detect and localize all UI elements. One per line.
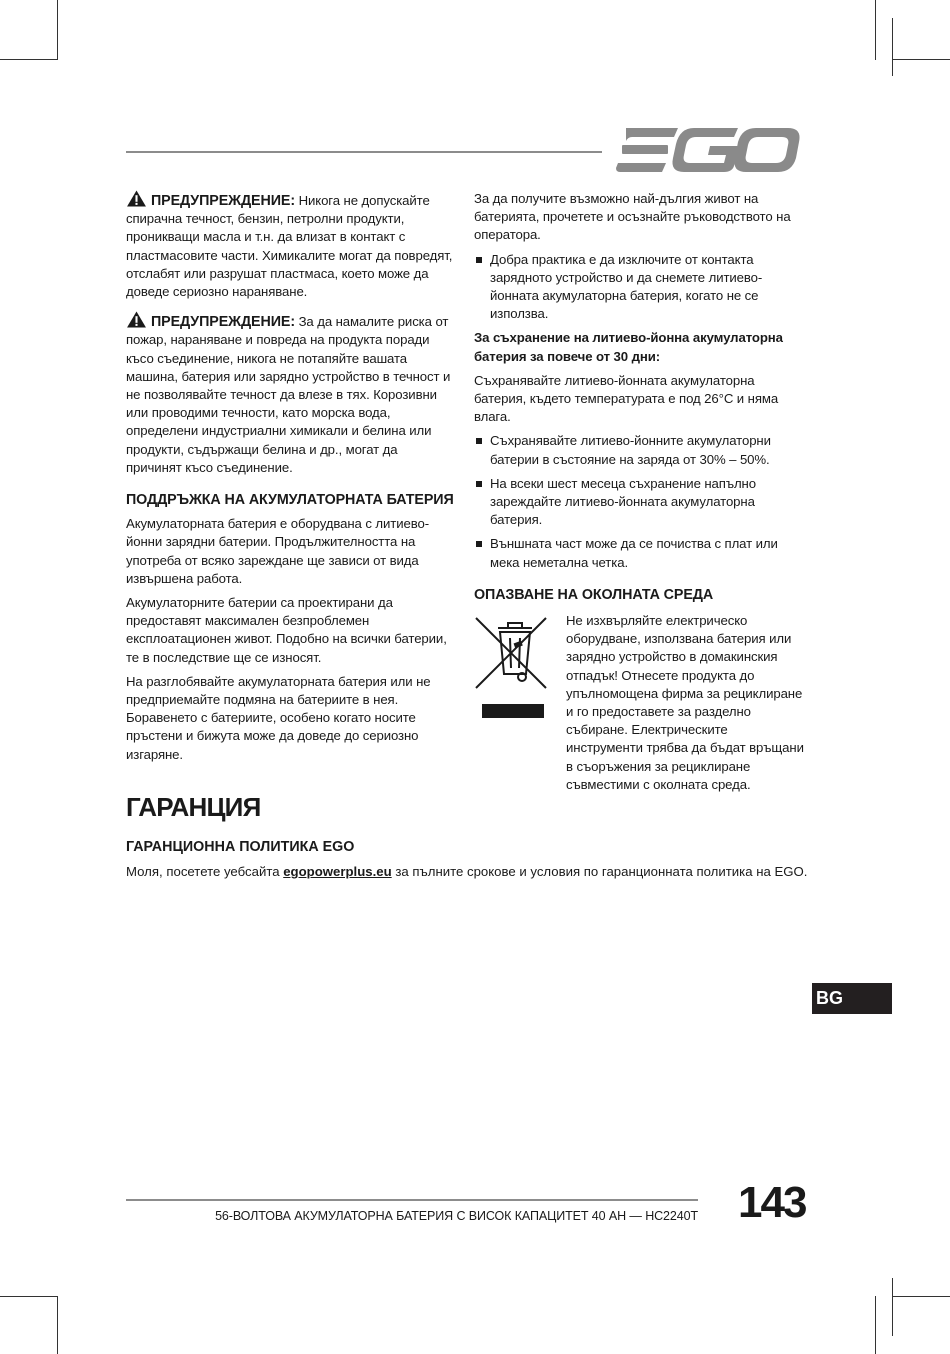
warranty-section: [126, 792, 826, 887]
warranty-subtitle: ГАРАНЦИОННА ПОЛИТИКА EGO: [126, 839, 355, 855]
environment-text: Не изхвърляйте електрическо оборудване, използвана батерия или зарядно устройство в домакинския отпадък! Отнесете продукта до упълномощена фирма за рециклиране и го предоставете за разделно събиране. Електрическите инструменти трябва да бъдат връщани в съоръжения за рециклиране съвместими с околната среда.: [566, 613, 804, 792]
storage-list: [474, 432, 804, 571]
ego-logo: [616, 128, 800, 172]
warning-label: ПРЕДУПРЕЖДЕНИЕ:: [151, 193, 295, 209]
storage-paragraph: Съхранявайте литиево-йонната акумулаторна батерия, където температурата е под 26°C и няма влага.: [474, 372, 779, 425]
warranty-text-before: Моля, посетете уебсайта: [126, 864, 284, 879]
crop-mark: [892, 1296, 950, 1297]
list-item: Външната част може да се почиства с плат или мека неметална четка.: [474, 535, 804, 571]
list-item: Добра практика е да изключите от контакта зарядното устройство и да снемете литиево-йонната акумулаторна батерия, когато не се използва.: [474, 251, 804, 324]
website-link[interactable]: egopowerplus.eu: [283, 864, 392, 879]
maintenance-paragraph: Акумулаторната батерия е оборудвана с литиево-йонни зарядни батерии. Продължителността на употреба от всяко зареждане ще зависи от вида извършена работа.: [126, 516, 429, 586]
warning-icon: [126, 190, 147, 207]
maintenance-paragraph: Акумулаторните батерии са проектирани да предоставят максимален безпроблемен експлоатационен живот. Подобно на всички батерии, те в последствие ще се износят.: [126, 595, 447, 665]
warranty-text: [126, 863, 826, 881]
header-rule: [126, 151, 602, 153]
battery-maintenance-heading: ПОДДРЪЖКА НА АКУМУЛАТОРНАТА БАТЕРИЯ: [126, 492, 454, 509]
warning-text: Никога не допускайте спирачна течност, бензин, петролни продукти, проникващи масла и т.н. да влизат в контакт с пластмасовите части. Химикалите могат да повредят, отслабят или разрушат пластмаса, което може да доведе сериозно нараняване.: [126, 193, 453, 300]
language-tab: BG: [812, 983, 892, 1014]
warning-icon: [126, 311, 147, 328]
warranty-text-after: за пълните срокове и условия по гаранционната политика на EGO.: [391, 864, 808, 879]
warning-label: ПРЕДУПРЕЖДЕНИЕ:: [151, 314, 295, 331]
crop-mark: [57, 0, 58, 60]
unplug-list: [474, 251, 804, 324]
crossed-bin-icon: [474, 614, 552, 726]
left-column: [126, 190, 456, 770]
warning-paragraph: [126, 311, 456, 477]
crop-mark: [0, 1296, 58, 1297]
crop-mark: [892, 59, 950, 60]
storage-heading: За съхранение на литиево-йонна акумулаторна батерия за повече от 30 дни:: [474, 330, 783, 364]
list-item: На всеки шест месеца съхранение напълно зареждайте литиево-йонната акумулаторна батерия.: [474, 475, 804, 530]
crop-mark: [892, 18, 893, 76]
crop-mark: [875, 0, 876, 60]
footer-title: 56-ВОЛТОВА АКУМУЛАТОРНА БАТЕРИЯ С ВИСОК КАПАЦИТЕТ 40 АН — HC2240T: [215, 1209, 698, 1223]
environment-heading: ОПАЗВАНЕ НА ОКОЛНАТА СРЕДА: [474, 586, 714, 603]
crop-mark: [0, 59, 58, 60]
list-item: Съхранявайте литиево-йонните акумулаторни батерии в състояние на заряда от 30% – 50%.: [474, 432, 804, 468]
warning-paragraph: [126, 190, 456, 301]
right-column: [474, 190, 804, 802]
page-number: 143: [738, 1178, 806, 1227]
crop-mark: [875, 1296, 876, 1354]
footer-rule: [126, 1199, 698, 1201]
warranty-title: ГАРАНЦИЯ: [126, 792, 261, 822]
intro-paragraph: За да получите възможно най-дългия живот на батерията, прочетете и осъзнайте ръководството на оператора.: [474, 191, 791, 243]
warning-text: За да намалите риска от пожар, нараняване и повреда на продукта поради късо съединение, никога не потапяйте вашата машина, батерия или зарядно устройство в течност и не позволявайте течност да влезе в тях. Корозивни или проводими течности, като морска вода, определени индустриални химикали и белина или продукти, съдържащи белина и др., могат да причинят късо съединение.: [126, 314, 451, 475]
crop-mark: [892, 1278, 893, 1336]
crop-mark: [57, 1296, 58, 1354]
environment-block: [474, 612, 804, 802]
maintenance-paragraph: На разглобявайте акумулаторната батерия или не предприемайте подмяна на батериите в нея. Боравенето с батериите, особено когато носите пръстени и бижута може да доведе до сериозно изгаряне.: [126, 673, 431, 762]
